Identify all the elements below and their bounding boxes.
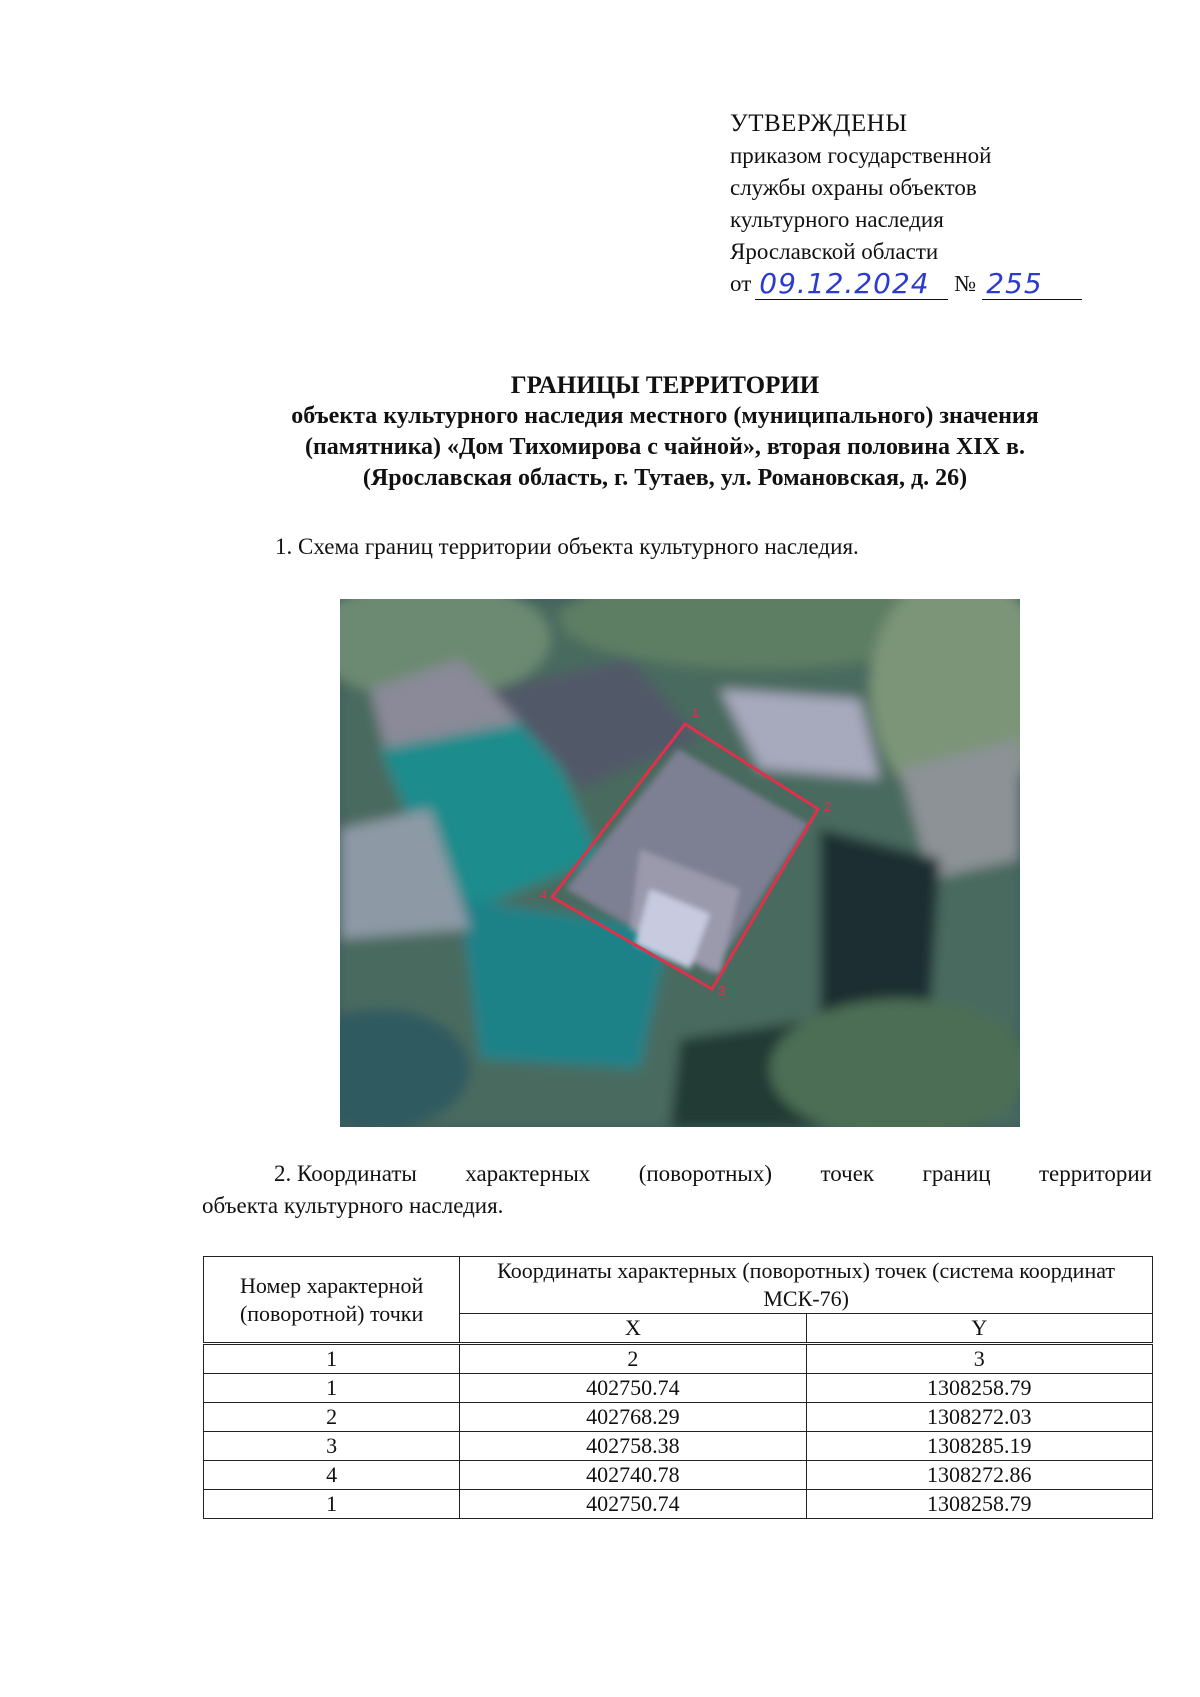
header-coordinates: Координаты характерных (поворотных) точек (система координат МСК-76) [460, 1257, 1153, 1314]
approval-line: культурного наследия [730, 207, 944, 232]
satellite-map [340, 599, 1020, 1127]
y-value: 1308258.79 [806, 1490, 1152, 1519]
number-prefix: № [954, 271, 977, 296]
point-label: 4 [540, 887, 548, 902]
table-row [204, 1461, 1153, 1490]
section-2-word: характерных [465, 1161, 591, 1186]
x-value: 402750.74 [460, 1374, 806, 1403]
table-row [204, 1403, 1153, 1432]
title-main: ГРАНИЦЫ ТЕРРИТОРИИ [510, 372, 820, 399]
approval-title: УТВЕРЖДЕНЫ [730, 110, 908, 137]
coordinates-table [203, 1256, 1153, 1519]
point-number: 3 [204, 1432, 460, 1461]
x-value: 402750.74 [460, 1490, 806, 1519]
section-2-heading [202, 1158, 1152, 1222]
column-number: 1 [204, 1344, 460, 1374]
title-line: объекта культурного наследия местного (муниципального) значения [291, 403, 1039, 429]
table-row [204, 1490, 1153, 1519]
approval-date-row [730, 268, 1110, 300]
section-2-line: объекта культурного наследия. [202, 1193, 504, 1218]
section-2-word: границ [922, 1161, 991, 1186]
point-number: 2 [204, 1403, 460, 1432]
y-value: 1308285.19 [806, 1432, 1152, 1461]
table-row [204, 1374, 1153, 1403]
column-number: 3 [806, 1344, 1152, 1374]
approval-line: приказом государственной [730, 143, 992, 168]
section-2-word: точек [820, 1161, 875, 1186]
section-1-heading: 1. Схема границ территории объекта культурного наследия. [275, 534, 859, 559]
section-2-word: 2. Координаты [274, 1161, 417, 1186]
header-point-number: Номер характерной (поворотной) точки [204, 1257, 460, 1344]
x-value: 402740.78 [460, 1461, 806, 1490]
title-line: (памятника) «Дом Тихомирова с чайной», вторая половина XIX в. [304, 434, 1025, 460]
approval-block [730, 108, 1110, 300]
point-label: 1 [692, 705, 700, 720]
header-y: Y [806, 1314, 1152, 1344]
x-value: 402768.29 [460, 1403, 806, 1432]
table-row [204, 1432, 1153, 1461]
point-number: 4 [204, 1461, 460, 1490]
approval-line: Ярославской области [730, 239, 939, 264]
x-value: 402758.38 [460, 1432, 806, 1461]
section-2-word: (поворотных) [638, 1161, 773, 1186]
header-x: X [460, 1314, 806, 1344]
handwritten-date: 09.12.2024 [755, 269, 948, 300]
map-image [340, 599, 1020, 1127]
y-value: 1308258.79 [806, 1374, 1152, 1403]
approval-line: службы охраны объектов [730, 175, 977, 200]
point-number: 1 [204, 1374, 460, 1403]
y-value: 1308272.03 [806, 1403, 1152, 1432]
y-value: 1308272.86 [806, 1461, 1152, 1490]
column-numbering-row [204, 1344, 1153, 1374]
column-number: 2 [460, 1344, 806, 1374]
point-label: 2 [824, 799, 832, 814]
section-2-word: территории [1039, 1161, 1152, 1186]
point-number: 1 [204, 1490, 460, 1519]
point-label: 3 [718, 983, 726, 998]
document-title [180, 370, 1150, 494]
handwritten-number: 255 [982, 269, 1082, 300]
title-line: (Ярославская область, г. Тутаев, ул. Романовская, д. 26) [362, 465, 968, 491]
date-prefix: от [730, 271, 752, 296]
